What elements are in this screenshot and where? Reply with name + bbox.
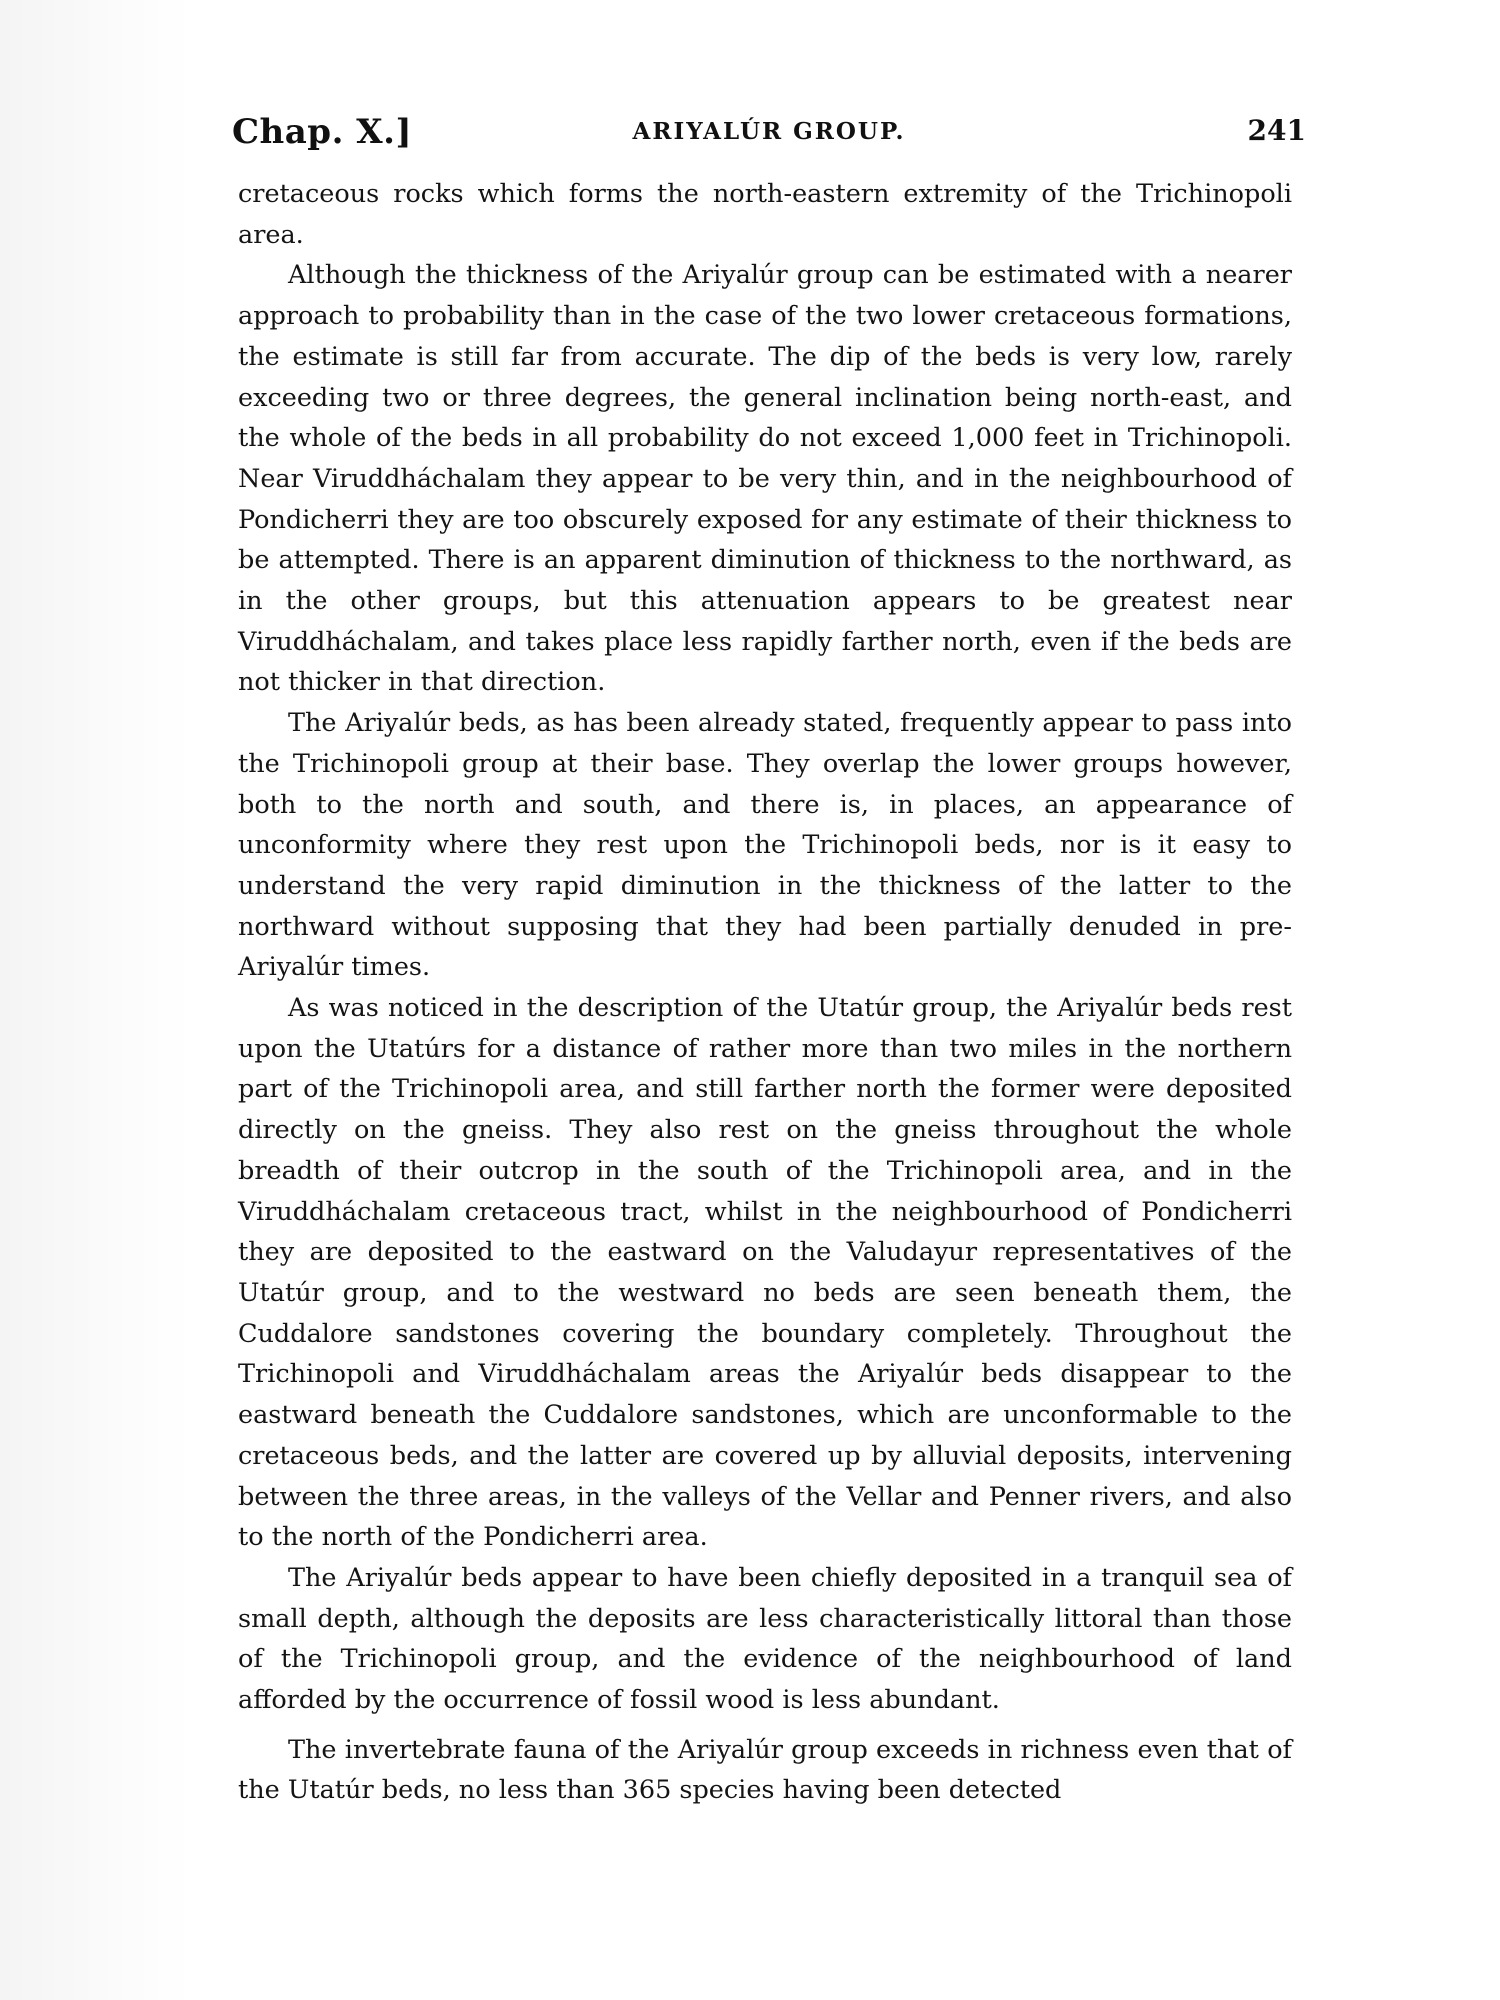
running-title: ARIYALÚR GROUP. <box>632 118 906 145</box>
page-gutter-shade <box>0 0 190 2000</box>
running-head <box>232 112 1306 156</box>
chapter-label: Chap. X.] <box>232 112 413 152</box>
page-number: 241 <box>1247 114 1306 147</box>
paragraph-deposition: The Ariyalúr beds appear to have been chiefly deposited in a tranquil sea of small depth, although the deposits are less characteristically littoral than those of the Trichinopoli group, and the evidence of the neighbourhood of land afforded by the occurrence of fossil wood is less abundant. <box>238 1562 1292 1716</box>
paragraph-overlap: The Ariyalúr beds, as has been already stated, frequently appear to pass into the Trichinopoli group at their base. They overlap the lower groups however, both to the north and south, and there is, in places, an appearance of unconformity where they rest upon the Trichinopoli beds, nor is it easy to understand the very rapid diminution in the thickness of the latter to the northward without supposing that they had been partially denuded in pre-Ariyalúr times. <box>238 708 1292 983</box>
paragraph-thickness: Although the thickness of the Ariyalúr group can be estimated with a nearer approach to probability than in the case of the two lower cretaceous formations, the estimate is still far from accurate. The dip of the beds is very low, rarely exceeding two or three degrees, the general inclination being north-east, and the whole of the beds in all probability do not exceed 1,000 feet in Trichinopoli. Near Viruddháchalam they appear to be very thin, and in the neighbourhood of Pondicherri they are too obscurely exposed for any estimate of their thickness to be attempted. There is an apparent diminution of thickness to the northward, as in the other groups, but this attenuation appears to be greatest near Viruddháchalam, and takes place less rapidly farther north, even if the beds are not thicker in that direction. <box>238 260 1292 698</box>
paragraph-fauna: The invertebrate fauna of the Ariyalúr group exceeds in richness even that of the Utatúr beds, no less than 365 species having been detected <box>238 1734 1292 1806</box>
paragraph-distribution: As was noticed in the description of the Utatúr group, the Ariyalúr beds rest upon the Utatúrs for a distance of rather more than two miles in the northern part of the Trichinopoli area, and still farther north the former were deposited directly on the gneiss. They also rest on the gneiss throughout the whole breadth of their outcrop in the south of the Trichinopoli area, and in the Viruddháchalam cretaceous tract, whilst in the neighbourhood of Pondicherri they are deposited to the eastward on the Valudayur representatives of the Utatúr group, and to the westward no beds are seen beneath them, the Cuddalore sandstones covering the boundary completely. Throughout the Trichinopoli and Viruddháchalam areas the Ariyalúr beds disappear to the eastward beneath the Cuddalore sandstones, which are unconformable to the cretaceous beds, and the latter are covered up by alluvial deposits, intervening between the three areas, in the valleys of the Vellar and Penner rivers, and also to the north of the Pondicherri area. <box>238 993 1292 1553</box>
body-text <box>238 174 1292 1811</box>
paragraph-continuation: cretaceous rocks which forms the north-eastern extremity of the Trichinopoli area. <box>238 179 1292 250</box>
